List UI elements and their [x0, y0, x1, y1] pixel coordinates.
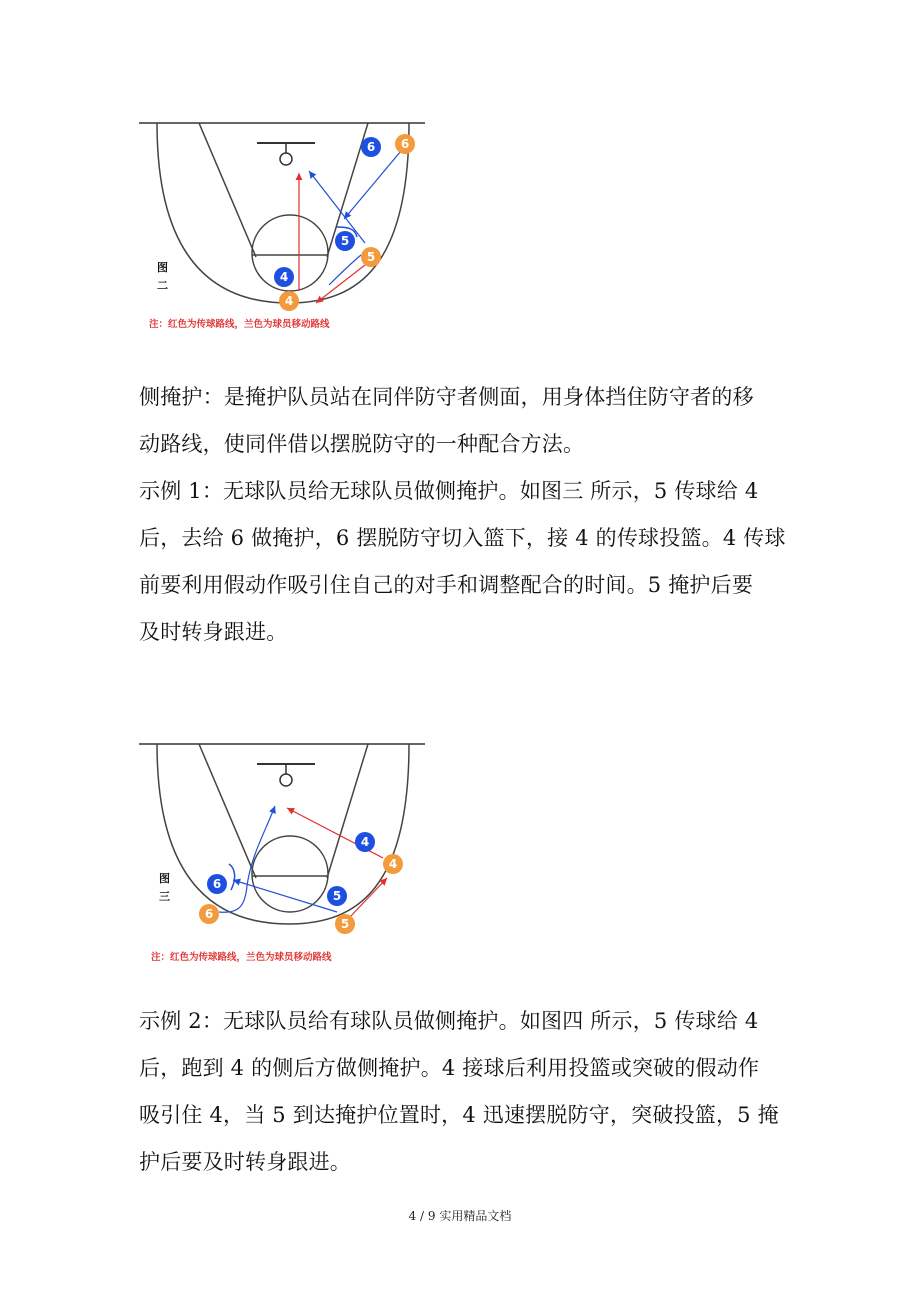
svg-text:5: 5: [340, 917, 350, 931]
three-point-arc: [157, 744, 409, 924]
figure-note: 注：红色为传球路线，兰色为球员移动路线: [151, 952, 332, 963]
svg-text:5: 5: [332, 889, 342, 903]
free-throw-circle: [252, 836, 328, 912]
figure-3-diagram: [139, 736, 429, 971]
svg-text:5: 5: [366, 250, 376, 264]
lane-right: [327, 744, 368, 878]
figure-label: 图: [157, 261, 168, 274]
figure-note: 注：红色为传球路线，兰色为球员移动路线: [149, 319, 330, 330]
svg-text:4: 4: [284, 294, 294, 308]
svg-text:4: 4: [360, 835, 370, 849]
paragraph-side-screen-example1: 侧掩护：是掩护队员站在同伴防守者侧面，用身体挡住防守者的移 动路线，使同伴借以摆脱防守的一种配合方法。 示例 1：无球队员给无球队员做侧掩护。如图三 所示，5 传球给 4 后，去给 6 做掩护，6 摆脱防守切入篮下，接 4 的传球投篮。4 传球 前要利用假动作吸引住自己的对手和调整配合的时间。5 掩护后要 及时转身跟进。: [139, 385, 786, 644]
pass-line-5-to-4: [349, 878, 387, 918]
svg-text:4: 4: [279, 270, 289, 284]
court-diagram-2: [139, 115, 429, 345]
figure-2-diagram: [139, 115, 429, 345]
svg-text:4: 4: [388, 857, 398, 871]
paragraph-example2: 示例 2：无球队员给有球队员做侧掩护。如图四 所示，5 传球给 4 后，跑到 4 的侧后方做侧掩护。4 接球后利用投篮或突破的假动作 吸引住 4，当 5 到达掩护位置时，4 迅速摆脱防守，突破投篮，5 掩 护后要及时转身跟进。: [139, 1009, 779, 1174]
figure-label: 图: [159, 872, 170, 885]
svg-text:三: 三: [159, 890, 170, 903]
svg-text:二: 二: [157, 279, 168, 292]
svg-text:5: 5: [340, 234, 350, 248]
move-line-6: [219, 806, 275, 912]
court-diagram-3: [139, 736, 429, 971]
rim: [280, 774, 292, 786]
svg-text:6: 6: [204, 907, 214, 921]
move-line-6: [344, 151, 401, 219]
lane-left: [199, 744, 256, 878]
move-line-5: [309, 171, 365, 243]
page-footer: 4 / 9 实用精品文档: [408, 1209, 512, 1223]
svg-text:6: 6: [400, 137, 410, 151]
svg-text:6: 6: [366, 140, 376, 154]
svg-text:6: 6: [212, 877, 222, 891]
lane-left: [199, 123, 256, 257]
rim: [280, 153, 292, 165]
